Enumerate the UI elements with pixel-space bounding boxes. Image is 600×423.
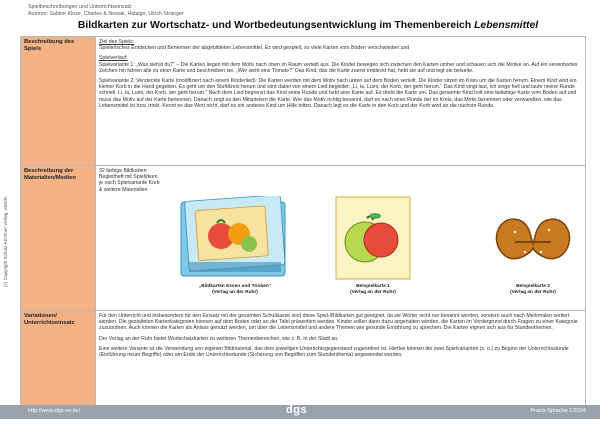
page-footer: [0, 405, 600, 419]
row-content-variationen: [96, 311, 586, 406]
caption-line: (Verlag an der Ruhr): [350, 289, 396, 295]
side-copyright: (c) Copyright Schulz-Kirchner Verlag, Idstein: [3, 196, 8, 288]
paragraph: [99, 78, 582, 109]
page-title: [30, 20, 586, 31]
paragraph-head: Ziel des Spiels:: [99, 39, 135, 45]
product-box-image: [179, 196, 291, 280]
row-label-spiel: Beschreibung des Spiels: [21, 37, 96, 166]
paragraph: Der Verlag an der Ruhr bietet Wortschatzkarten zu weiteren Themenbereichen, wie z. B. In der Stadt an.: [99, 335, 339, 342]
header-line-1: Spielbeschreibungen und Unterrichtseinsatz: [28, 4, 132, 10]
image-caption: [481, 284, 585, 295]
row-content-material: [96, 166, 586, 311]
paragraph: Für den Unterricht und insbesondere für den Einsatz mit der gesamten Schulklasse sind diese Spiel-/Bildkarten gut geeignet, da sie Wörter nicht nur benannt werden, sondern auch nach Merkmalen sortiert werden. Die gestalteten Kartenkategorien können auf dem Boden oder an der Tafel präsentiert werden. Kinder sollen dann dazu angehalten werden, die Karten im Vordergrund durch Fragen zu einer Kategorie zuzuordnen. Auch können die Karten als Anlass genutzt werden, um über die Lebensmittel und andere Themen wie gesunde Ernährung zu sprechen. Die Karten eignen sich aus für Stundenthemen.: [99, 313, 578, 332]
material-list: 32 farbige Bildkarten Begleitheft mit Spielideen je nach Spielvariante Korb & weitere Materialien: [99, 168, 160, 193]
caption-line: „Bildkarten Essen und Trinken“: [198, 284, 272, 289]
caption-line: Beispielkarte 1: [356, 284, 390, 289]
paragraph-text: Spielvariante 2: Versteckte Karte (modifiziert nach einem Kinderlied): Die Karten werden mit dem Motiv nach unten auf dem Boden verteilt. Die Kinder sitzen im Kreis um die Karten herum. Einem Kind wird ein kleiner Korb in die Hand gegeben. Es geht um den Stuhlkreis herum und wird dabei von einem Lied begleitet: „Li, la, Lumi, der Korb, der geht herum.“ Das Kind singt laut, ich singe hell und laufe meine Runde schnell. Li, la, Lumi, der Korb, der geht herum.“ Nach dem Lied begrenzt das Kind seine Runde und hebt eine Karte auf. Es dreht die Karte um. Das genannte Kind holt eine beliebige Karte vom Boden auf und muss das Motiv auf der Karte benennen. Danach zeigt es den Mitspielern die Karte. Wer das Motiv richtig benannt, darf es nach einer Runde der im Kreis, das Motiv benennen oder verwandten, wie das Lebensmittel ist bzw. trinkt. Kennt es das Wort nicht, darf es ein anderes Kind um Hilfe bitten. Danach legt es die Karte in den Korb und der Korb wird an die nächste Runde.: [99, 78, 577, 109]
table-row: [21, 166, 586, 311]
image-caption: [173, 284, 297, 295]
header-line-2: Autoren: Sabine Klose, Charles & Nowak, Hidalgo, Ulrich Stranger: [28, 11, 184, 17]
document-header: [28, 4, 588, 18]
footer-issue: Praxis Sprache 1/2024: [530, 408, 586, 414]
title-main: Bildkarten zur Wortschatz- und Wortbedeutungsentwicklung im Themenbereich: [77, 20, 472, 31]
table-row: [21, 311, 586, 406]
table-row: [21, 37, 586, 166]
paragraph-text: Spielerisches Entdecken und Benennen der abgebildeten Lebensmittel. Es wird gespielt, so viele Karten vom Boden verschwinden und: [99, 45, 410, 52]
example-card-pretzel: [485, 196, 581, 280]
row-label-variationen: Variationen/ Unterrichtseinsatz: [21, 311, 96, 406]
footer-url-link[interactable]: http://www.dgs-ev.de/: [28, 408, 81, 414]
description-table: [20, 36, 586, 406]
caption-line: (Verlag an der Ruhr): [212, 289, 258, 295]
paragraph-text: Spielvariante 1: „Was siehst du?“ – Die Karten liegen mit dem Motiv nach oben im Raum verteilt aus. Die Kinder bewegen sich zwischen den Karten umher und schauen sich die Motive an. Auf ein vereinbartes Zeichen hin fahren alle zu einer Karte und beschreiben sie. „Wer sieht eine Tomate?“ Das Kind, das die Karte zuerst entdeckt hat, hebt sie auf und legt sie beiseite.: [99, 61, 578, 74]
row-label-material: Beschreibung der Materialien/Medien: [21, 166, 96, 311]
row-content-spiel: [96, 37, 586, 166]
image-caption: [331, 284, 415, 295]
title-topic: Lebensmittel: [474, 20, 539, 31]
paragraph-head: Spielverlauf:: [99, 55, 128, 62]
paragraph: [99, 55, 582, 74]
caption-line: Beispielkarte 2: [516, 284, 550, 289]
caption-line: (Verlag an der Ruhr): [510, 289, 556, 295]
paragraph: Eine weitere Variante ist die Verwendung von eigenen Bildmaterial, das dem jeweiligen Unterrichtsgegenstand zugeordnet ist. Hierbei können die zwei Spielvarianten (s. o.) zu Beginn der Unterrichtsstunde (Einführung neuer Begriffe) oder am Ende der Unterrichtsstunde (Sicherung von Begriffen zum Stundenthema) angewendet werden.: [99, 345, 569, 359]
example-card-apples: [335, 196, 411, 280]
paragraph: [99, 39, 582, 51]
footer-logo: dgs: [286, 404, 308, 416]
